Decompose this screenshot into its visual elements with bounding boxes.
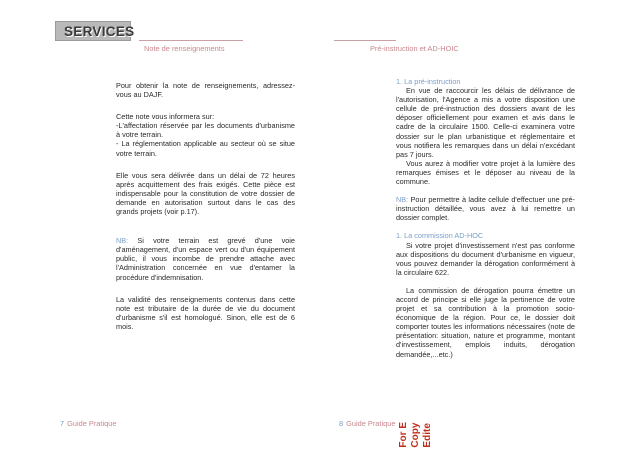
right-paragraph-2: Vous aurez à modifier votre projet à la lumière des remarques émises et le déposer au niveau de la commune. (396, 158, 575, 187)
left-nb-text: Si votre terrain est grevé d'une voie d'aménagement, d'un espace vert ou d'un équipement public, il vous incombe de prendre attache avec l'Administration concernée en vue d'entamer la procédure d'indemnisation. (116, 236, 295, 282)
right-header-rule (334, 40, 396, 41)
services-badge (55, 21, 135, 41)
right-subheading-2: 1. La commission AD-HOC (396, 231, 484, 241)
right-page-body (396, 77, 575, 359)
right-paragraph-5: La commission de dérogation pourra émettre un accord de principe si elle juge la pertinence de votre projet et sa contribution à la promotion socio-économique de la région. Pour ce, le dossier doit comporter toutes les informations nécessaires (note de présentation: situation, nature et programme, montant d'investissement, emplois induits, dérogation demandée,...etc.) (396, 285, 575, 359)
right-subheading-1: 1. La pré-instruction (396, 77, 461, 86)
right-page-header: Pré-instruction et AD-HOIC (370, 44, 459, 53)
right-paragraph-1: En vue de raccourcir les délais de délivrance de l'autorisation, l'Agence a mis a votre disposition une cellule de pré-instruction des dossiers avant de les déposer officiellement pour examen et avis dans le cadre de la circulaire 1500. Celle-ci examinera votre dossier sur le plan urbanistique et réglementaire et vous notifiera les remarques dans un délai n'excédant pas 7 jours. (396, 86, 575, 159)
left-paragraph-3: Elle vous sera délivrée dans un délai de 72 heures après acquittement des frais exigés. Cette pièce est indispensable pour la constitution de votre dossier de demande en autorisation surtout dans le cas des grands projets (voir p.17). (116, 170, 295, 217)
left-paragraph-2-item-2: - La réglementation applicable au secteur où se situe votre terrain. (116, 139, 295, 158)
left-page-header: Note de renseignements (144, 44, 225, 53)
left-page-body (116, 81, 295, 331)
right-page-number: 8 (339, 419, 344, 428)
right-paragraph-4: Si votre projet d'investissement n'est pas conforme aux dispositions du document d'urbanisme en vigueur, vous pouvez demander la dérogation conformément à la circulaire 622. (396, 240, 575, 277)
left-footer (60, 419, 116, 428)
left-footer-label: Guide Pratique (67, 419, 117, 428)
watermark-line-3: For E (398, 422, 409, 448)
left-paragraph-2-item-1: -L'affectation réservée par les documents d'urbanisme à votre terrain. (116, 121, 295, 140)
left-paragraph-2-intro: Cette note vous informera sur: (116, 112, 215, 122)
left-page-number: 7 (60, 419, 65, 428)
services-badge-label: SERVICES (64, 24, 135, 39)
left-nb-label: NB: (116, 236, 129, 246)
watermark (395, 422, 445, 451)
right-nb-label: NB: (396, 195, 409, 205)
right-footer-label: Guide Pratique (346, 419, 396, 428)
left-paragraph-5: La validité des renseignements contenus dans cette note est tributaire de la durée de vie du document d'urbanisme s'il est homologué. Sinon, elle est de 6 mois. (116, 294, 295, 331)
watermark-line-1: Edite (422, 423, 433, 448)
left-header-rule (139, 40, 243, 41)
right-nb-text: Pour permettre à ladite cellule d'effectuer une pré-instruction détaillée, vous avez à lui remettre un dossier complet. (396, 195, 575, 223)
watermark-line-2: Copy (410, 422, 421, 448)
right-paragraph-nb (396, 195, 575, 222)
left-paragraph-1: Pour obtenir la note de renseignements, adressez-vous au DAJF. (116, 81, 295, 100)
right-footer (339, 419, 395, 428)
left-paragraph-nb (116, 236, 295, 281)
